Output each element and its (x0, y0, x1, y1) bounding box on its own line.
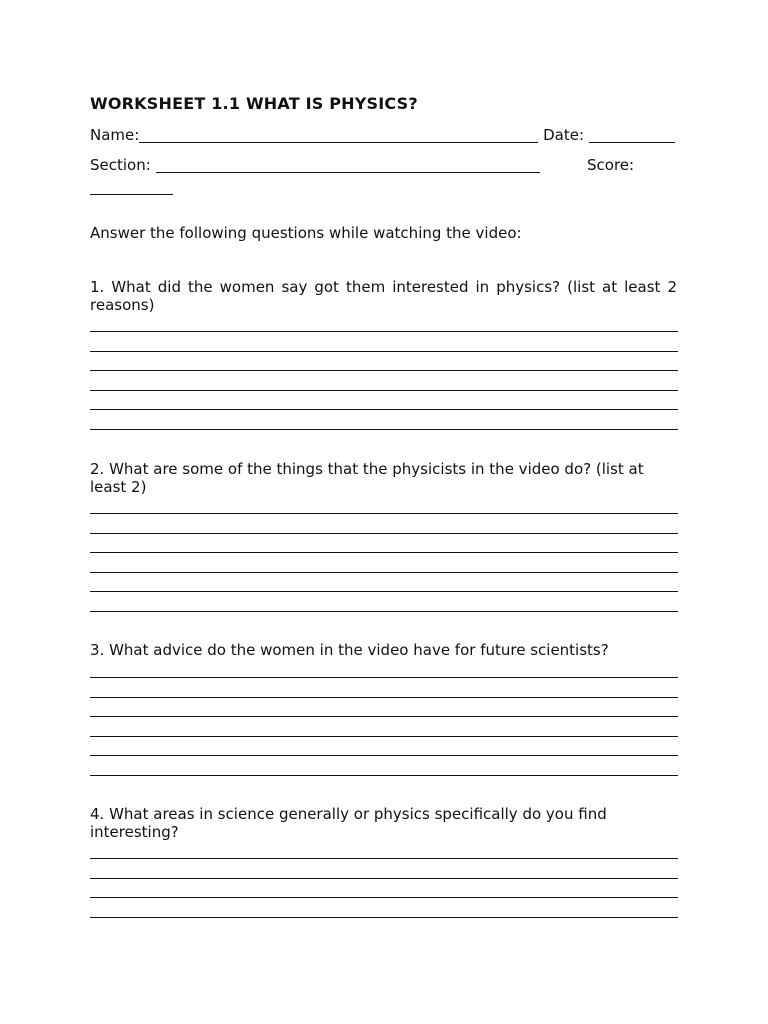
question-1: 1. What did the women say got them interested in physics? (list at least 2 reasons) (90, 278, 677, 314)
section-label: Section: (90, 156, 151, 174)
question-4: 4. What areas in science generally or physics specifically do you find interesting? (90, 805, 607, 841)
answer-line[interactable] (90, 552, 678, 553)
answer-line[interactable] (90, 755, 678, 756)
answer-line[interactable] (90, 572, 678, 573)
answer-lines-1[interactable] (90, 331, 678, 448)
worksheet-title: WORKSHEET 1.1 WHAT IS PHYSICS? (90, 94, 418, 113)
answer-line[interactable] (90, 736, 678, 737)
answer-line[interactable] (90, 611, 678, 612)
answer-line[interactable] (90, 878, 678, 879)
answer-line[interactable] (90, 351, 678, 352)
date-label: Date: (543, 126, 584, 144)
score-label: Score: (587, 156, 635, 174)
answer-line[interactable] (90, 917, 678, 918)
name-date-row (90, 126, 680, 144)
question-3: 3. What advice do the women in the video have for future scientists? (90, 641, 609, 659)
answer-line[interactable] (90, 513, 678, 514)
question-2: 2. What are some of the things that the physicists in the video do? (list at least 2) (90, 460, 644, 496)
name-field[interactable] (139, 128, 538, 143)
date-field[interactable] (589, 128, 675, 143)
answer-line[interactable] (90, 331, 678, 332)
answer-line[interactable] (90, 716, 678, 717)
answer-line[interactable] (90, 370, 678, 371)
answer-line[interactable] (90, 429, 678, 430)
answer-lines-3[interactable] (90, 677, 678, 794)
answer-line[interactable] (90, 858, 678, 859)
answer-lines-2[interactable] (90, 513, 678, 630)
answer-line[interactable] (90, 677, 678, 678)
instruction-text: Answer the following questions while watching the video: (90, 224, 522, 242)
section-field[interactable] (156, 158, 540, 173)
answer-line[interactable] (90, 390, 678, 391)
answer-line[interactable] (90, 409, 678, 410)
name-label: Name: (90, 126, 140, 144)
answer-line[interactable] (90, 591, 678, 592)
answer-lines-4[interactable] (90, 858, 678, 936)
answer-line[interactable] (90, 775, 678, 776)
answer-line[interactable] (90, 533, 678, 534)
score-field-wrap (90, 178, 173, 196)
answer-line[interactable] (90, 897, 678, 898)
answer-line[interactable] (90, 697, 678, 698)
score-field[interactable] (90, 180, 173, 195)
